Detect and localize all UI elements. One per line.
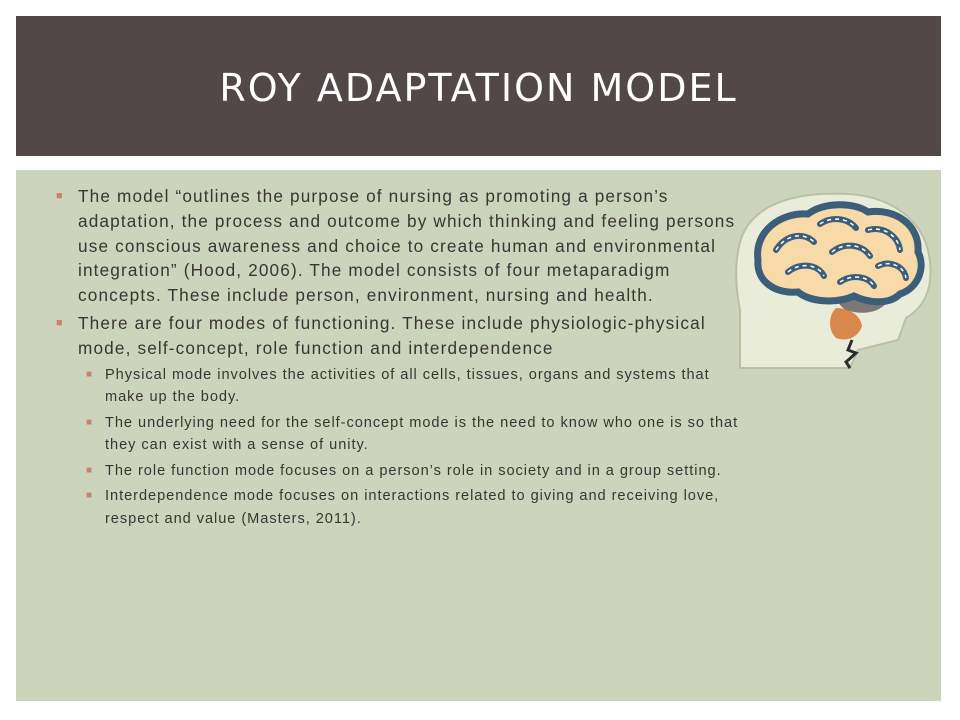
bullet-marker: ■ <box>86 368 93 380</box>
bullet-marker: ■ <box>86 490 93 502</box>
sub-bullet-list <box>56 364 754 531</box>
slide-title: ROY ADAPTATION MODEL <box>219 66 738 110</box>
bullet-text: The model “outlines the purpose of nursing as promoting a person’s adaptation, the process and outcome by which thinking and feeling persons use conscious awareness and choice to create human and environmental integration” (Hood, 2006). The model consists of four metaparadigm concepts. These include person, environment, nursing and health. <box>78 186 736 306</box>
bullet-list <box>56 184 754 533</box>
bullet-item <box>56 184 754 308</box>
sub-bullet-item <box>86 460 754 483</box>
sub-bullet-text: The role function mode focuses on a person’s role in society and in a group setting. <box>105 462 722 479</box>
sub-bullet-item <box>86 485 754 530</box>
bullet-item <box>56 311 754 361</box>
head-with-brain-icon <box>728 190 938 375</box>
bullet-marker: ■ <box>56 316 64 329</box>
bullet-text: There are four modes of functioning. These include physiologic-physical mode, self-concept, role function and interdependence <box>78 312 706 358</box>
sub-bullet-text: Physical mode involves the activities of all cells, tissues, organs and systems that make up the body. <box>105 366 710 406</box>
sub-bullet-item <box>86 412 754 457</box>
sub-bullet-text: Interdependence mode focuses on interactions related to giving and receiving love, respect and value (Masters, 2011). <box>105 488 720 527</box>
sub-bullet-text: The underlying need for the self-concept mode is the need to know who one is so that they can exist with a sense of unity. <box>105 414 739 454</box>
bullet-marker: ■ <box>86 464 93 476</box>
sub-bullet-item <box>86 364 754 409</box>
title-bar <box>16 16 941 156</box>
bullet-marker: ■ <box>86 416 93 428</box>
bullet-marker: ■ <box>56 190 64 202</box>
